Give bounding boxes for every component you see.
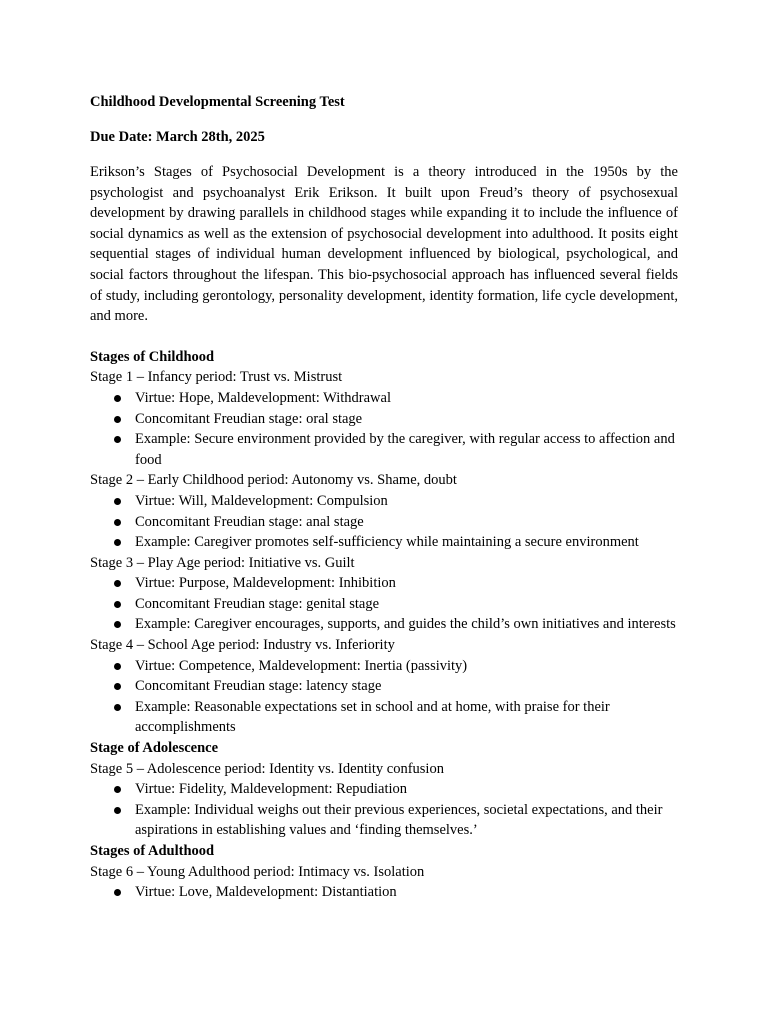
stages-outline <box>90 347 678 903</box>
list-item-text: Virtue: Love, Maldevelopment: Distantiation <box>135 884 397 901</box>
bullet-dot-icon <box>114 395 121 402</box>
bullet-dot-icon <box>114 519 121 526</box>
list-item <box>135 388 678 409</box>
list-item <box>135 656 678 677</box>
stage-title: Stage 6 – Young Adulthood period: Intimacy vs. Isolation <box>90 863 425 880</box>
list-item-text: Example: Caregiver promotes self-sufficiency while maintaining a secure environment <box>135 534 639 551</box>
stage-title: Stage 3 – Play Age period: Initiative vs. Guilt <box>90 554 355 571</box>
list-item-text: Virtue: Competence, Maldevelopment: Inertia (passivity) <box>135 657 468 674</box>
bullet-dot-icon <box>114 498 121 505</box>
stage-title: Stage 2 – Early Childhood period: Autonomy vs. Shame, doubt <box>90 472 457 489</box>
list-item-text: Concomitant Freudian stage: oral stage <box>135 410 363 427</box>
bullet-dot-icon <box>114 704 121 711</box>
section-heading: Stages of Childhood <box>90 348 215 365</box>
list-item <box>135 697 678 738</box>
list-item <box>135 882 678 903</box>
list-item <box>135 573 678 594</box>
list-item-text: Concomitant Freudian stage: anal stage <box>135 513 364 530</box>
bullet-dot-icon <box>114 889 121 896</box>
list-item-text: Example: Secure environment provided by the caregiver, with regular access to affection and food <box>135 431 675 468</box>
bullet-dot-icon <box>114 683 121 690</box>
stage-bullet-list <box>90 388 678 470</box>
list-item <box>135 594 678 615</box>
list-item-text: Virtue: Will, Maldevelopment: Compulsion <box>135 492 388 509</box>
list-item <box>135 614 678 635</box>
list-item <box>135 409 678 430</box>
stage-bullet-list <box>90 882 678 903</box>
stage-title: Stage 4 – School Age period: Industry vs. Inferiority <box>90 637 395 654</box>
bullet-dot-icon <box>114 807 121 814</box>
stage-bullet-list <box>90 656 678 738</box>
document-title: Childhood Developmental Screening Test <box>90 94 345 110</box>
bullet-dot-icon <box>114 786 121 793</box>
list-item-text: Virtue: Purpose, Maldevelopment: Inhibition <box>135 575 396 592</box>
list-item-text: Example: Caregiver encourages, supports, and guides the child’s own initiatives and interests <box>135 616 676 633</box>
bullet-dot-icon <box>114 621 121 628</box>
section-heading: Stage of Adolescence <box>90 740 219 757</box>
bullet-dot-icon <box>114 663 121 670</box>
list-item-text: Example: Reasonable expectations set in school and at home, with praise for their accomplishments <box>135 698 610 736</box>
list-item-text: Concomitant Freudian stage: latency stage <box>135 678 382 695</box>
section-heading: Stages of Adulthood <box>90 843 215 859</box>
stage-title: Stage 1 – Infancy period: Trust vs. Mistrust <box>90 369 343 386</box>
due-date: Due Date: March 28th, 2025 <box>90 129 265 145</box>
list-item-text: Example: Individual weighs out their previous experiences, societal expectations, and their aspirations in establishing values and ‘finding themselves.’ <box>135 801 663 839</box>
list-item <box>135 491 678 512</box>
list-item <box>135 429 678 470</box>
list-item-text: Virtue: Hope, Maldevelopment: Withdrawal <box>135 389 391 406</box>
bullet-dot-icon <box>114 416 121 423</box>
stage-bullet-list <box>90 491 678 553</box>
list-item <box>135 532 678 553</box>
bullet-dot-icon <box>114 601 121 608</box>
list-item <box>135 800 678 841</box>
bullet-dot-icon <box>114 580 121 587</box>
bullet-dot-icon <box>114 539 121 546</box>
stage-bullet-list <box>90 779 678 841</box>
list-item <box>135 676 678 697</box>
list-item <box>135 779 678 800</box>
intro-paragraph: Erikson’s Stages of Psychosocial Development is a theory introduced in the 1950s by the psychologist and psychoanalyst Erik Erikson. It built upon Freud’s theory of psychosexual development by drawing parallels in childhood stages while expanding it to include the influence of social dynamics as well as the extension of psychosocial development into adulthood. It posits eight sequential stages of individual human development influenced by biological, psychological, and social factors throughout the lifespan. This bio-psychosocial approach has influenced several fields of study, including gerontology, personality development, identity formation, life cycle development, and more. <box>90 164 678 325</box>
list-item-text: Concomitant Freudian stage: genital stage <box>135 595 380 612</box>
stage-title: Stage 5 – Adolescence period: Identity vs. Identity confusion <box>90 760 444 777</box>
list-item <box>135 512 678 533</box>
list-item-text: Virtue: Fidelity, Maldevelopment: Repudiation <box>135 781 408 798</box>
stage-bullet-list <box>90 573 678 635</box>
document-content <box>90 93 678 903</box>
bullet-dot-icon <box>114 436 121 443</box>
